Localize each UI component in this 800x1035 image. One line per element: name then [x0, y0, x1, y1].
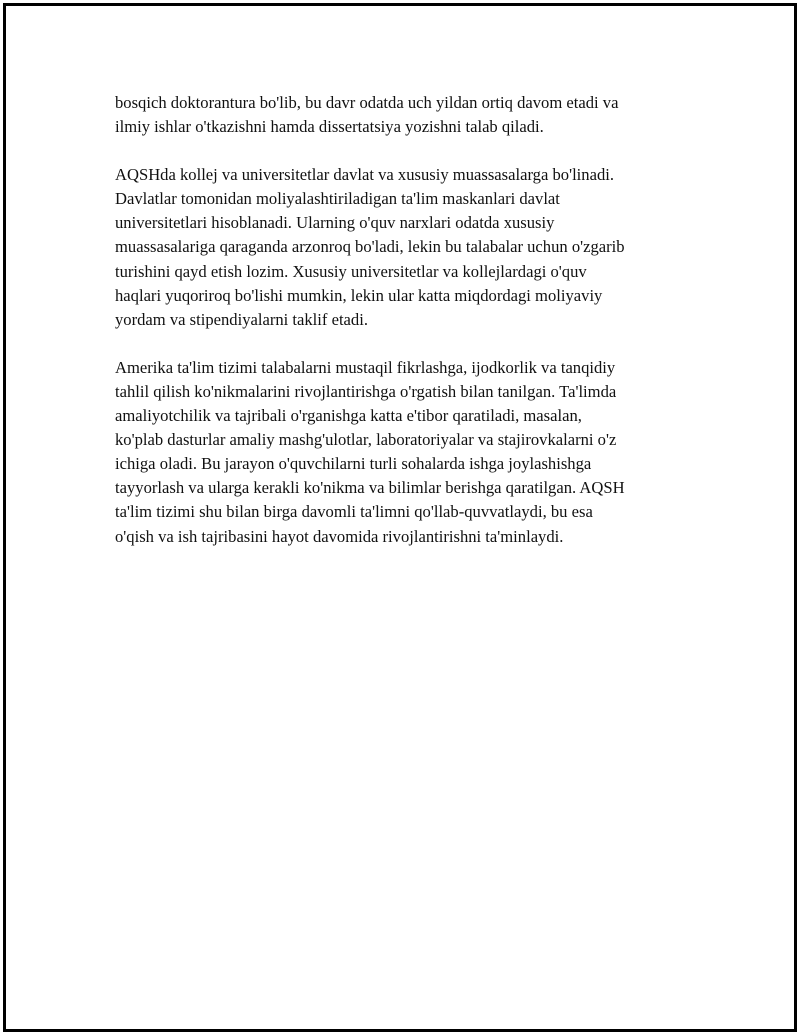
text-line: yordam va stipendiyalarni taklif etadi.: [115, 309, 368, 329]
text-line: o'qish va ish tajribasini hayot davomida rivojlantirishni ta'minlaydi.: [115, 526, 564, 546]
text-line: tahlil qilish ko'nikmalarini rivojlantirishga o'rgatish bilan tanilgan. Ta'limda: [115, 381, 617, 401]
text-line: turishini qayd etish lozim. Xususiy universitetlar va kollejlardagi o'quv: [115, 261, 587, 281]
text-line: ichiga oladi. Bu jarayon o'quvchilarni turli sohalarda ishga joylashishga: [115, 454, 592, 474]
paragraph-3: [115, 356, 690, 549]
text-line: ta'lim tizimi shu bilan birga davomli ta'limni qo'llab-quvvatlaydi, bu esa: [115, 502, 593, 522]
text-line: ko'plab dasturlar amaliy mashg'ulotlar, laboratoriyalar va stajirovkalarni o'z: [115, 430, 617, 450]
text-line: AQSHda kollej va universitetlar davlat va xususiy muassasalarga bo'linadi.: [115, 165, 615, 185]
text-line: bosqich doktorantura bo'lib, bu davr odatda uch yildan ortiq davom etadi va: [115, 93, 619, 112]
text-line: universitetlari hisoblanadi. Ularning o'quv narxlari odatda xususiy: [115, 213, 555, 233]
paragraph-1: [115, 91, 690, 139]
text-line: ilmiy ishlar o'tkazishni hamda dissertatsiya yozishni talab qiladi.: [115, 117, 544, 137]
text-line: amaliyotchilik va tajribali o'rganishga katta e'tibor qaratiladi, masalan,: [115, 406, 582, 426]
paragraph-2: [115, 163, 690, 332]
text-line: tayyorlash va ularga kerakli ko'nikma va bilimlar berishga qaratilgan. AQSH: [115, 478, 625, 498]
text-line: Amerika ta'lim tizimi talabalarni mustaqil fikrlashga, ijodkorlik va tanqidiy: [115, 357, 616, 377]
text-line: muassasalariga qaraganda arzonroq bo'ladi, lekin bu talabalar uchun o'zgarib: [115, 237, 625, 257]
text-line: haqlari yuqoriroq bo'lishi mumkin, lekin ular katta miqdordagi moliyaviy: [115, 285, 603, 305]
text-line: Davlatlar tomonidan moliyalashtiriladigan ta'lim maskanlari davlat: [115, 189, 560, 209]
document-body: [115, 91, 690, 573]
